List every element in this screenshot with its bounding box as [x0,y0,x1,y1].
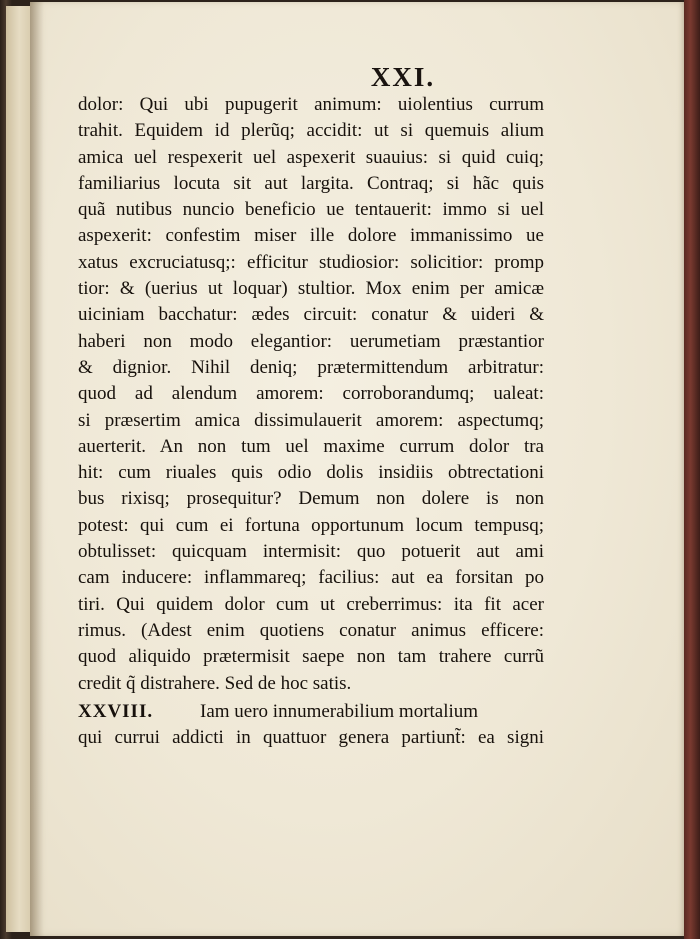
text-line: si præsertim amica dissimulauerit amorem: aspectumq; [78,409,544,431]
section-heading [78,699,544,725]
text-line: aspexerit: confestim miser ille dolore immanissimo ue [78,225,544,247]
text-line: bus rixisq; prosequitur? Demum non dolere is non [78,488,544,510]
text-line: amica uel respexerit uel aspexerit suauius: si quid cuiq; [78,146,544,168]
text-line: qui currui addicti in quattuor genera partiunt̃: ea signi [78,727,544,749]
text-line: tiri. Qui quidem dolor cum ut creberrimus: ita fit acer [78,593,544,615]
text-line: trahit. Equidem id plerũq; accidit: ut si quemuis alium [78,120,544,142]
facing-page-edge [6,6,31,932]
text-line: hit: cum riuales quis odio dolis insidiis obtrectationi [78,462,544,484]
body-text [78,92,544,751]
text-line: quã nutibus nuncio beneficio ue tentauerit: immo si uel [78,199,544,221]
text-line: xatus excruciatusq;: efficitur studiosior: solicitior: promp [78,251,544,273]
text-line: rimus. (Adest enim quotiens conatur animus efficere: [78,619,544,641]
text-line: obtulisset: quicquam intermisit: quo potuerit aut ami [78,541,544,563]
text-line: credit q̃ distrahere. Sed de hoc satis. [78,672,352,694]
text-line: familiarius locuta sit aut largita. Contraq; si hãc quis [78,172,544,194]
text-line: quod ad alendum amorem: corroborandumq; ualeat: [78,383,544,405]
section-heading-text: Iam uero innumerabilium mortalium [200,700,479,722]
binding-edge [684,0,700,939]
text-line: haberi non modo elegantior: uerumetiam præstantior [78,330,544,352]
section-number: XXVIII. [78,700,154,722]
text-line: quod aliquido prætermisit saepe non tam trahere currũ [78,646,544,668]
text-line: potest: qui cum ei fortuna opportunum locum tempusq; [78,514,544,536]
text-line: tior: & (uerius ut loquar) stultior. Mox enim per amicæ [78,278,544,300]
text-line: cam inducere: inflammareq; facilius: aut ea forsitan po [78,567,544,589]
text-line: auerterit. An non tum uel maxime currum dolor tra [78,435,544,457]
text-line: dolor: Qui ubi pupugerit animum: uiolentius currum [78,94,544,115]
manuscript-page [30,2,684,936]
text-line: & dignior. Nihil deniq; prætermittendum arbitratur: [78,356,544,378]
text-line: uiciniam bacchatur: ædes circuit: conatur & uideri & [78,304,544,326]
folio-number: XXI. [370,62,436,92]
gutter-shadow [30,2,44,936]
